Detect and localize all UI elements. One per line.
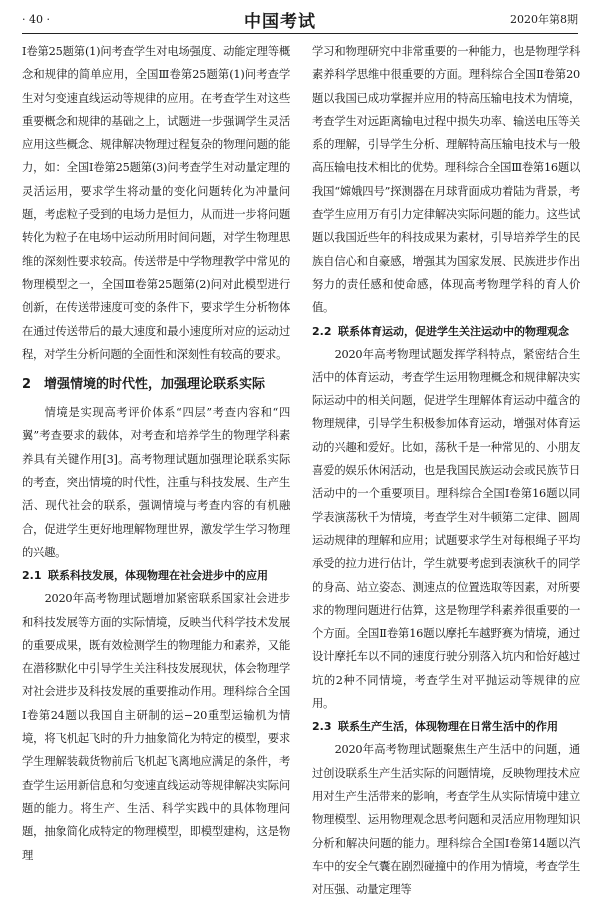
subsection-title: 联系科技发展，体现物理在社会进步中的应用 [48, 569, 268, 583]
section-number: 2 [22, 377, 32, 393]
journal-name: 中国考试 [243, 11, 316, 32]
subsection-heading [312, 320, 580, 343]
page-header [22, 8, 578, 30]
subsection-heading [22, 564, 290, 587]
paragraph: 情境是实现高考评价体系“四层”考查内容和“四翼”考查要求的载体，对考查和培养学生的物理学科素养具有关键作用[3]。高考物理试题加强理论联系实际的考查，突出情境的时代性，注重与科技发展、生产生活、现代社会的联系，强调情境与考查内容的有机融合，促进学生更好地理解物理世界，激发学生学习物理的兴趣。 [22, 406, 290, 559]
section-heading [22, 372, 290, 398]
issue-label: 2020年第8期 [509, 13, 578, 26]
left-column [22, 40, 290, 867]
paragraph: 学习和物理研究中非常重要的一种能力，也是物理学科素养科学思维中很重要的方面。理科综合全国Ⅱ卷第20题以我国已成功掌握并应用的特高压输电技术为情境，考查学生对远距离输电过程中损失功率、输送电压等关系的理解，引导学生分析、理解特高压输电技术与一般高压输电技术相比的优势。理科综合全国Ⅲ卷第16题以我国“嫦娥四号”探测器在月球背面成功着陆为背景，考查学生应用万有引力定律解决实际问题的能力。这些试题以我国近些年的科技成果为素材，引导培养学生的民族自信心和自豪感，增强其为国家发展、民族进步作出努力的责任感和使命感，体现高考物理学科的育人价值。 [312, 45, 580, 315]
page-number: · 40 · [22, 12, 50, 26]
paragraph: Ⅰ卷第25题第(1)问考查学生对电场强度、动能定理等概念和规律的简单应用，全国Ⅲ卷第25题第(1)问考查学生对匀变速直线运动等规律的应用。在考查学生对这些重要概念和规律的基础之上，试题进一步强调学生灵活应用这些概念、规律解决物理过程复杂的物理问题的能力，如：全国Ⅰ卷第25题第(3)问考查学生对动量定理的灵活运用，要求学生将动量的变化问题转化为冲量问题，考虑粒子受到的电场力是恒力，从而进一步将问题转化为粒子在电场中运动所用时间问题，对学生物理思维的深刻性要求较高。传送带是中学物理教学中常见的物理模型之一，全国Ⅲ卷第25题第(2)问对此模型进行创新，在传送带速度可变的条件下，要求学生分析物体在通过传送带后的最大速度和最小速度所对应的运动过程，对学生分析问题的全面性和深刻性有较高的要求。 [22, 45, 290, 361]
right-column [312, 40, 580, 901]
subsection-number: 2.2 [312, 324, 332, 338]
section-title: 增强情境的时代性，加强理论联系实际 [44, 377, 266, 393]
header-rule [22, 33, 578, 34]
subsection-number: 2.3 [312, 720, 332, 734]
subsection-title: 联系生产生活，体现物理在日常生活中的作用 [338, 720, 558, 734]
subsection-heading [312, 715, 580, 738]
subsection-title: 联系体育运动，促进学生关注运动中的物理观念 [338, 324, 569, 338]
paragraph: 2020年高考物理试题发挥学科特点，紧密结合生活中的体育运动，考查学生运用物理概念和规律解决实际运动中的相关问题，促进学生理解体育运动中蕴含的物理规律，引导学生积极参加体育运动，增强对体育运动的兴趣和爱好。比如，荡秋千是一种常见的、小朋友喜爱的娱乐休闲活动，也是我国民族运动会或民族节日活动中的一个重要项目。理科综合全国Ⅰ卷第16题以同学表演荡秋千为情境，考查学生对牛顿第二定律、圆周运动规律的理解和应用；试题要求学生对每根绳子平均承受的拉力进行估计，学生就要考虑到表演秋千的同学的身高、站立姿态、测速点的位置选取等因素，对所要求的物理问题进行估算，这是物理学科素养很重要的一个方面。全国Ⅱ卷第16题以摩托车越野赛为情境，通过设计摩托车以不同的速度行驶分别落入坑内和恰好越过坑的2种不同情境，考查学生对平抛运动等规律的应用。 [312, 347, 580, 711]
paragraph: 2020年高考物理试题增加紧密联系国家社会进步和科技发展等方面的实际情境，反映当代科学技术发展的重要成果，既有效检测学生的物理能力和素养，又能在潜移默化中引导学生关注科技发展现状，体会物理学对社会进步及科技发展的重要推动作用。理科综合全国Ⅰ卷第24题以我国自主研制的运−20重型运输机为情境，将飞机起飞时的升力抽象简化为特定的模型，要求学生理解装载货物前后飞机起飞离地应满足的条件，考查学生运用新信息和匀变速直线运动等规律解决实际问题的能力。将生产、生活、科学实践中的具体物理问题，抽象简化成特定的物理模型，即模型建构，这是物理 [22, 592, 290, 862]
paragraph: 2020年高考物理试题聚焦生产生活中的问题，通过创设联系生产生活实际的问题情境，反映物理技术应用对生产生活带来的影响，考查学生从实际情境中建立物理模型、运用物理观念思考问题和灵活应用物理知识分析和解决问题的能力。理科综合全国Ⅰ卷第14题以汽车中的安全气囊在剧烈碰撞中的作用为情境，考查学生对压强、动量定理等 [312, 743, 580, 897]
subsection-number: 2.1 [22, 569, 42, 583]
